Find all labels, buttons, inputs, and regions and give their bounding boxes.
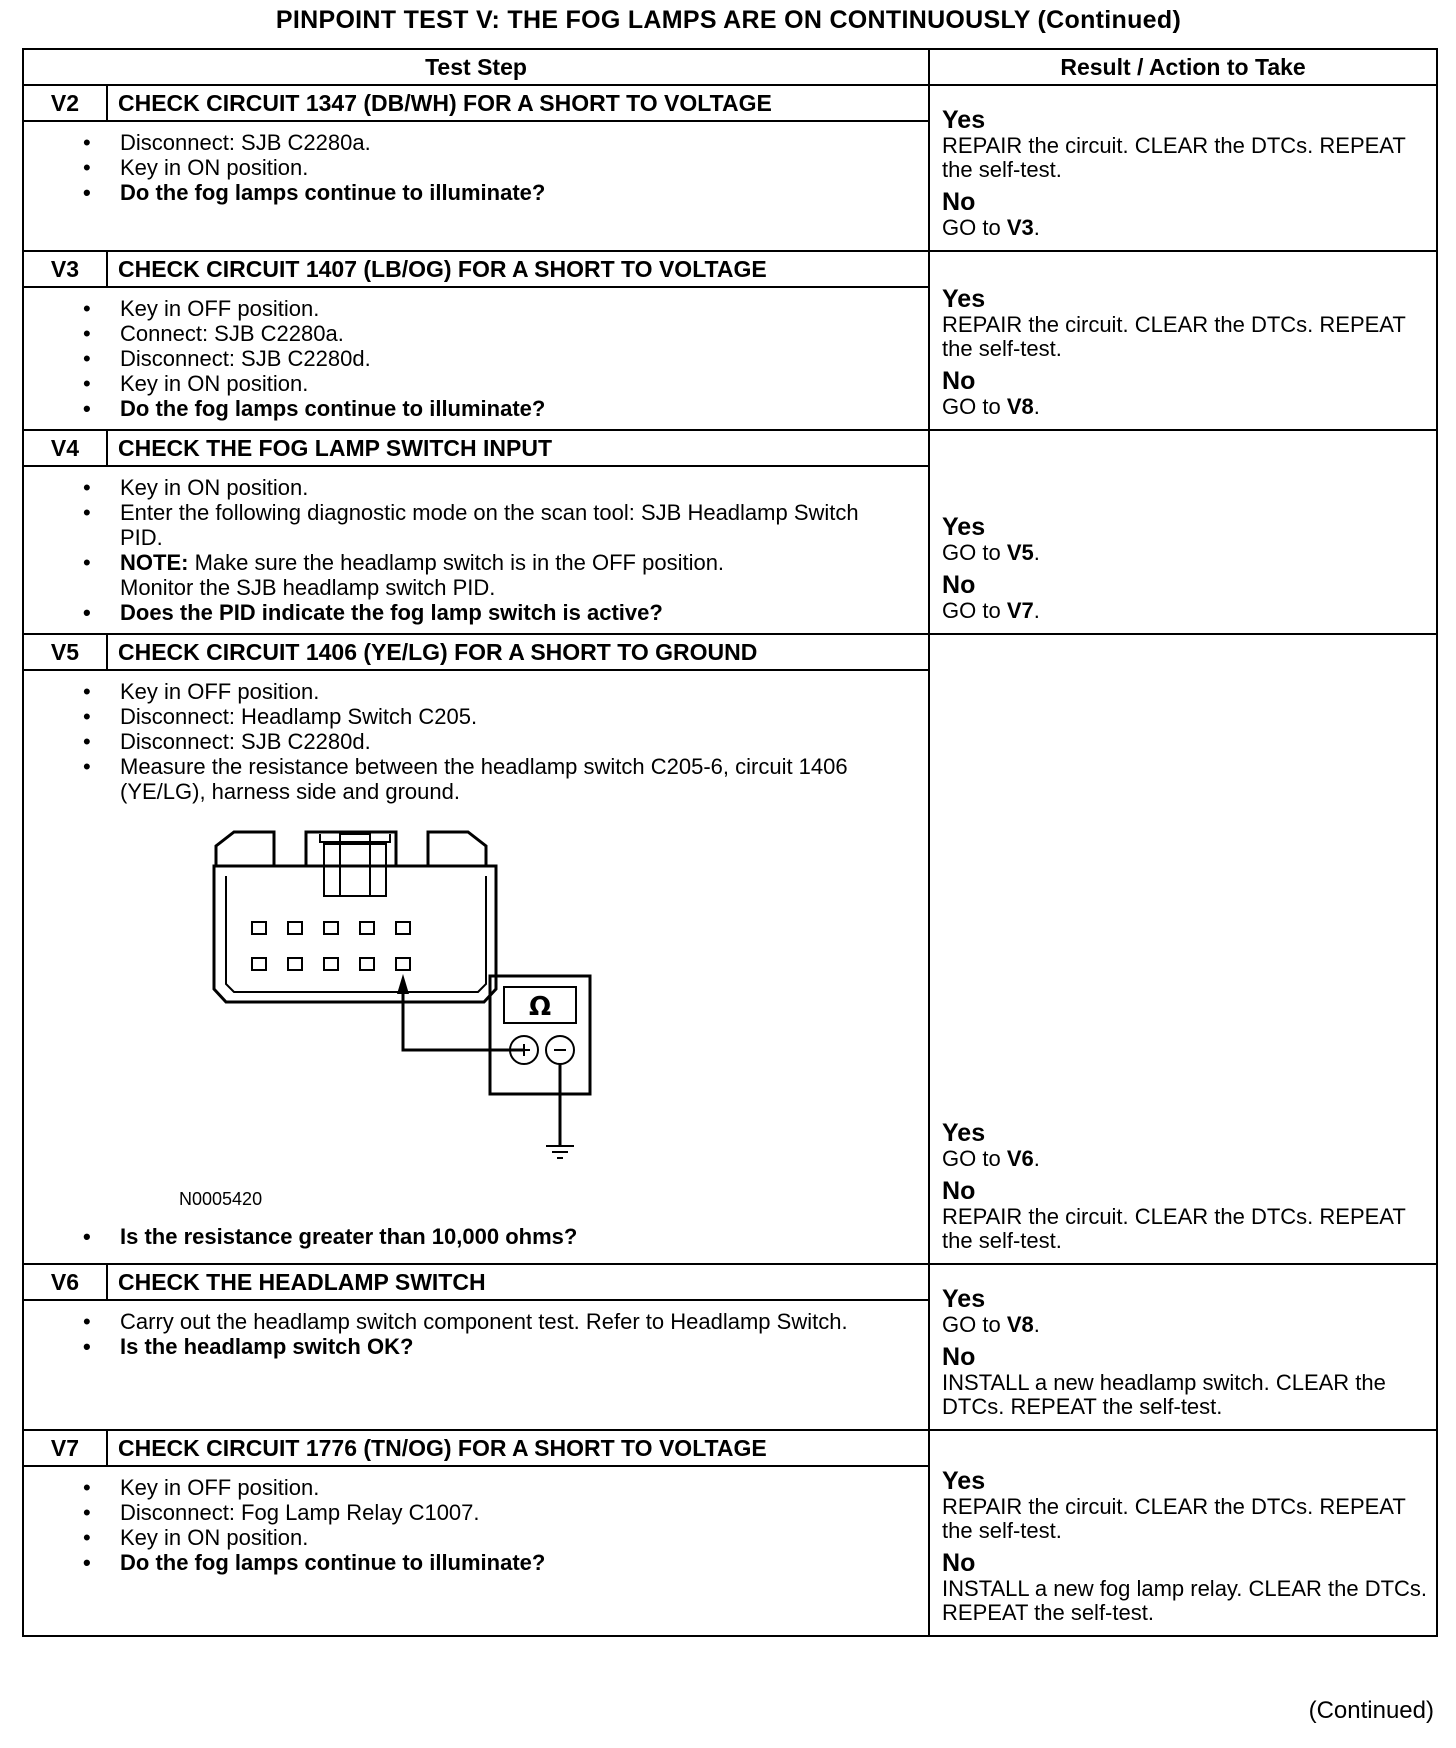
step-bullets xyxy=(24,1224,928,1257)
yes-action: REPAIR the circuit. CLEAR the DTCs. REPEAT the self-test. xyxy=(942,133,1406,182)
list-item: • Carry out the headlamp switch component test. Refer to Headlamp Switch. xyxy=(120,1309,888,1334)
step-header-row xyxy=(23,251,1437,287)
no-label: No xyxy=(942,1177,976,1205)
no-action: REPAIR the circuit. CLEAR the DTCs. REPEAT the self-test. xyxy=(942,1204,1406,1253)
note-text: Make sure the headlamp switch is in the OFF position. xyxy=(194,550,725,575)
yes-label: Yes xyxy=(942,285,986,313)
step-bullets xyxy=(24,1301,928,1367)
list-item: • Key in ON position. xyxy=(120,155,888,180)
step-id: V7 xyxy=(23,1430,107,1466)
step-body xyxy=(23,466,929,634)
list-item: • Key in ON position. xyxy=(120,371,888,396)
yes-action: GO to xyxy=(942,1146,1001,1171)
step-bullets xyxy=(24,122,928,213)
step-id: V5 xyxy=(23,634,107,670)
step-header-row xyxy=(23,1264,1437,1300)
list-item: • Disconnect: SJB C2280d. xyxy=(120,729,888,754)
result-cell xyxy=(929,634,1437,1264)
list-item: • Disconnect: Fog Lamp Relay C1007. xyxy=(120,1500,888,1525)
step-title: CHECK THE HEADLAMP SWITCH xyxy=(107,1264,929,1300)
list-item: • Key in ON position. xyxy=(120,475,888,500)
step-body xyxy=(23,1300,929,1430)
step-id: V2 xyxy=(23,85,107,121)
no-suffix: . xyxy=(1033,215,1040,240)
list-item: • Key in OFF position. xyxy=(120,679,888,704)
yes-target-link[interactable]: V8 xyxy=(1006,1312,1034,1337)
step-id: V4 xyxy=(23,430,107,466)
step-id: V3 xyxy=(23,251,107,287)
step-title: CHECK CIRCUIT 1407 (LB/OG) FOR A SHORT TO VOLTAGE xyxy=(107,251,929,287)
no-label: No xyxy=(942,367,976,395)
note-extra: Monitor the SJB headlamp switch PID. xyxy=(120,575,496,600)
note-item xyxy=(120,550,888,600)
list-item: • Disconnect: Headlamp Switch C205. xyxy=(120,704,888,729)
step-title: CHECK THE FOG LAMP SWITCH INPUT xyxy=(107,430,929,466)
yes-action-line xyxy=(942,1147,1428,1171)
result-cell xyxy=(929,85,1437,251)
no-action-line xyxy=(942,395,1428,419)
step-bullets xyxy=(24,1467,928,1583)
step-title: CHECK CIRCUIT 1406 (YE/LG) FOR A SHORT TO GROUND xyxy=(107,634,929,670)
no-action-line xyxy=(942,216,1428,240)
no-action-line xyxy=(942,599,1428,623)
no-action: INSTALL a new fog lamp relay. CLEAR the DTCs. REPEAT the self-test. xyxy=(942,1576,1428,1625)
result-cell xyxy=(929,1430,1437,1636)
yes-label: Yes xyxy=(942,106,986,134)
yes-label: Yes xyxy=(942,1467,986,1495)
no-suffix: . xyxy=(1033,394,1040,419)
yes-label: Yes xyxy=(942,1119,986,1147)
list-item: • Measure the resistance between the headlamp switch C205-6, circuit 1406 (YE/LG), harness side and ground. xyxy=(120,754,888,804)
step-bullets xyxy=(24,288,928,429)
note-label: NOTE: xyxy=(120,550,189,575)
step-body xyxy=(23,1466,929,1636)
result-cell xyxy=(929,430,1437,634)
no-action: GO to xyxy=(942,215,1001,240)
yes-target-link[interactable]: V6 xyxy=(1006,1146,1034,1171)
no-label: No xyxy=(942,1343,976,1371)
yes-suffix: . xyxy=(1033,1146,1040,1171)
no-target-link[interactable]: V7 xyxy=(1006,598,1034,623)
step-question: • Do the fog lamps continue to illuminate? xyxy=(120,180,888,205)
header-test-step: Test Step xyxy=(23,49,929,85)
figure-id: N0005420 xyxy=(179,1189,263,1209)
step-id: V6 xyxy=(23,1264,107,1300)
step-bullets xyxy=(24,467,928,633)
step-body xyxy=(23,287,929,430)
ohm-symbol: Ω xyxy=(528,992,552,1022)
step-question: • Do the fog lamps continue to illuminate? xyxy=(120,1550,888,1575)
no-label: No xyxy=(942,1549,976,1577)
probe-arrow-icon xyxy=(397,974,409,994)
step-body xyxy=(23,670,929,1264)
result-cell xyxy=(929,1264,1437,1430)
connector-diagram xyxy=(174,824,694,1184)
no-target-link[interactable]: V8 xyxy=(1006,394,1034,419)
header-result: Result / Action to Take xyxy=(929,49,1437,85)
list-item: • Enter the following diagnostic mode on the scan tool: SJB Headlamp Switch PID. xyxy=(120,500,888,550)
step-question: • Is the headlamp switch OK? xyxy=(120,1334,888,1359)
list-item: • Key in ON position. xyxy=(120,1525,888,1550)
pinpoint-test-table xyxy=(22,48,1438,1637)
yes-action: GO to xyxy=(942,1312,1001,1337)
yes-suffix: . xyxy=(1033,1312,1040,1337)
yes-action-line xyxy=(942,1313,1428,1337)
yes-label: Yes xyxy=(942,1285,986,1313)
yes-label: Yes xyxy=(942,513,986,541)
no-label: No xyxy=(942,188,976,216)
no-suffix: . xyxy=(1033,598,1040,623)
step-question: • Is the resistance greater than 10,000 ohms? xyxy=(120,1224,888,1249)
yes-suffix: . xyxy=(1033,540,1040,565)
step-body xyxy=(23,121,929,251)
step-question: • Do the fog lamps continue to illuminate? xyxy=(120,396,888,421)
result-cell xyxy=(929,251,1437,430)
list-item: • Disconnect: SJB C2280a. xyxy=(120,130,888,155)
step-title: CHECK CIRCUIT 1776 (TN/OG) FOR A SHORT TO VOLTAGE xyxy=(107,1430,929,1466)
step-header-row xyxy=(23,634,1437,670)
list-item: • Key in OFF position. xyxy=(120,296,888,321)
page-title: PINPOINT TEST V: THE FOG LAMPS ARE ON CONTINUOUSLY (Continued) xyxy=(275,6,1182,34)
list-item: • Disconnect: SJB C2280d. xyxy=(120,346,888,371)
yes-action: GO to xyxy=(942,540,1001,565)
step-header-row xyxy=(23,85,1437,121)
step-header-row xyxy=(23,1430,1437,1466)
no-action: INSTALL a new headlamp switch. CLEAR the DTCs. REPEAT the self-test. xyxy=(942,1370,1386,1419)
list-item: • Key in OFF position. xyxy=(120,1475,888,1500)
step-title: CHECK CIRCUIT 1347 (DB/WH) FOR A SHORT TO VOLTAGE xyxy=(107,85,929,121)
continued-label: (Continued) xyxy=(1308,1697,1434,1724)
step-bullets xyxy=(24,671,928,804)
no-action: GO to xyxy=(942,598,1001,623)
no-label: No xyxy=(942,571,976,599)
yes-action-line xyxy=(942,541,1428,565)
table-header-row xyxy=(23,49,1437,85)
no-action: GO to xyxy=(942,394,1001,419)
step-question: • Does the PID indicate the fog lamp switch is active? xyxy=(120,600,888,625)
list-item: • Connect: SJB C2280a. xyxy=(120,321,888,346)
wiring-figure xyxy=(24,804,928,1224)
step-header-row xyxy=(23,430,1437,466)
no-target-link[interactable]: V3 xyxy=(1006,215,1034,240)
yes-action: REPAIR the circuit. CLEAR the DTCs. REPEAT the self-test. xyxy=(942,1494,1406,1543)
yes-action: REPAIR the circuit. CLEAR the DTCs. REPEAT the self-test. xyxy=(942,312,1406,361)
yes-target-link[interactable]: V5 xyxy=(1006,540,1034,565)
